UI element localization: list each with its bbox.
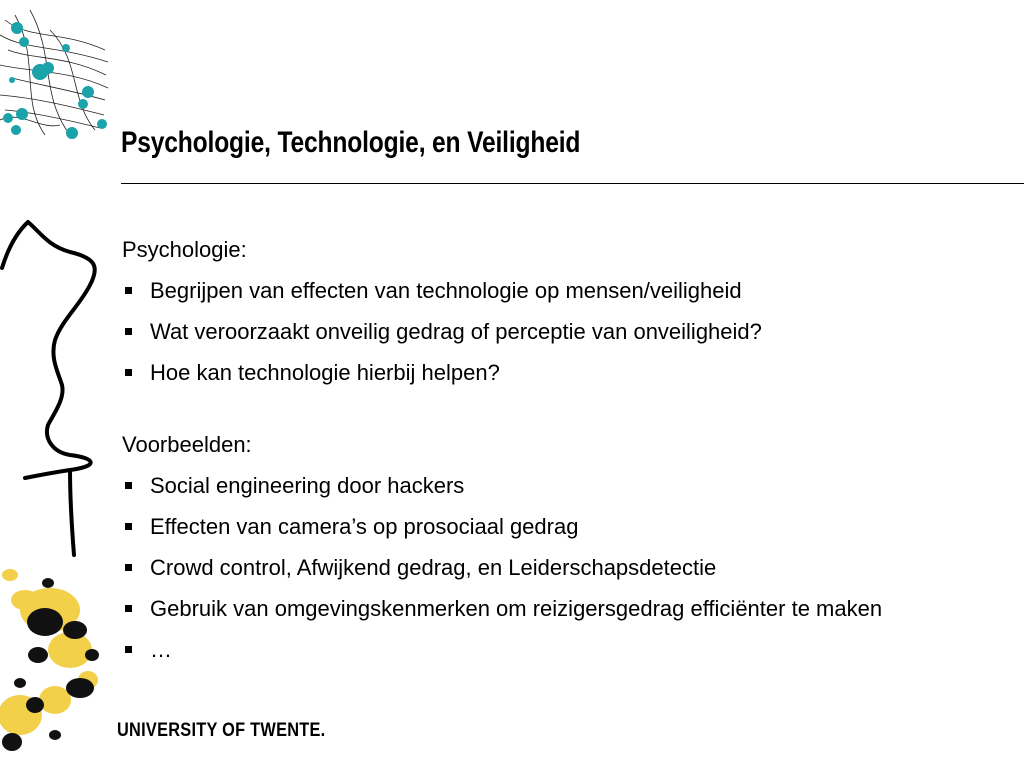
list-item [122, 473, 942, 499]
square-bullet-icon [125, 287, 132, 294]
title-divider [121, 183, 1024, 184]
list-item [122, 555, 942, 581]
list-item [122, 360, 942, 386]
list-item-text: Hoe kan technologie hierbij helpen? [150, 360, 500, 385]
square-bullet-icon [125, 646, 132, 653]
slide-title: Psychologie, Technologie, en Veiligheid [121, 126, 581, 159]
decorative-artwork [0, 0, 115, 768]
list-item-text: Crowd control, Afwijkend gedrag, en Leiderschapsdetectie [150, 555, 717, 580]
list-item [122, 319, 942, 345]
list-item-text: Social engineering door hackers [150, 473, 465, 498]
list-item-text: … [150, 637, 172, 662]
section-heading-voorbeelden: Voorbeelden: [122, 432, 252, 457]
bullet-list-psychologie [122, 278, 942, 386]
square-bullet-icon [125, 328, 132, 335]
list-item [122, 596, 930, 622]
list-item [122, 514, 942, 540]
section-heading-psychologie: Psychologie: [122, 237, 247, 262]
yellow-black-blob-graphic [0, 569, 99, 751]
profile-line-graphic [2, 222, 95, 555]
section-spacer [122, 401, 942, 432]
bullet-list-voorbeelden [122, 473, 942, 663]
teal-dots [3, 22, 107, 139]
list-item [122, 278, 942, 304]
list-item-text: Wat veroorzaakt onveilig gedrag of perceptie van onveiligheid? [150, 319, 762, 344]
square-bullet-icon [125, 482, 132, 489]
university-logo: UNIVERSITY OF TWENTE. [117, 720, 326, 741]
square-bullet-icon [125, 564, 132, 571]
square-bullet-icon [125, 605, 132, 612]
list-item [122, 637, 942, 663]
slide-content [122, 237, 942, 678]
list-item-text: Gebruik van omgevingskenmerken om reizigersgedrag efficiënter te maken [150, 596, 883, 621]
list-item-text: Begrijpen van effecten van technologie op mensen/veiligheid [150, 278, 742, 303]
square-bullet-icon [125, 369, 132, 376]
square-bullet-icon [125, 523, 132, 530]
list-item-text: Effecten van camera’s op prosociaal gedrag [150, 514, 579, 539]
